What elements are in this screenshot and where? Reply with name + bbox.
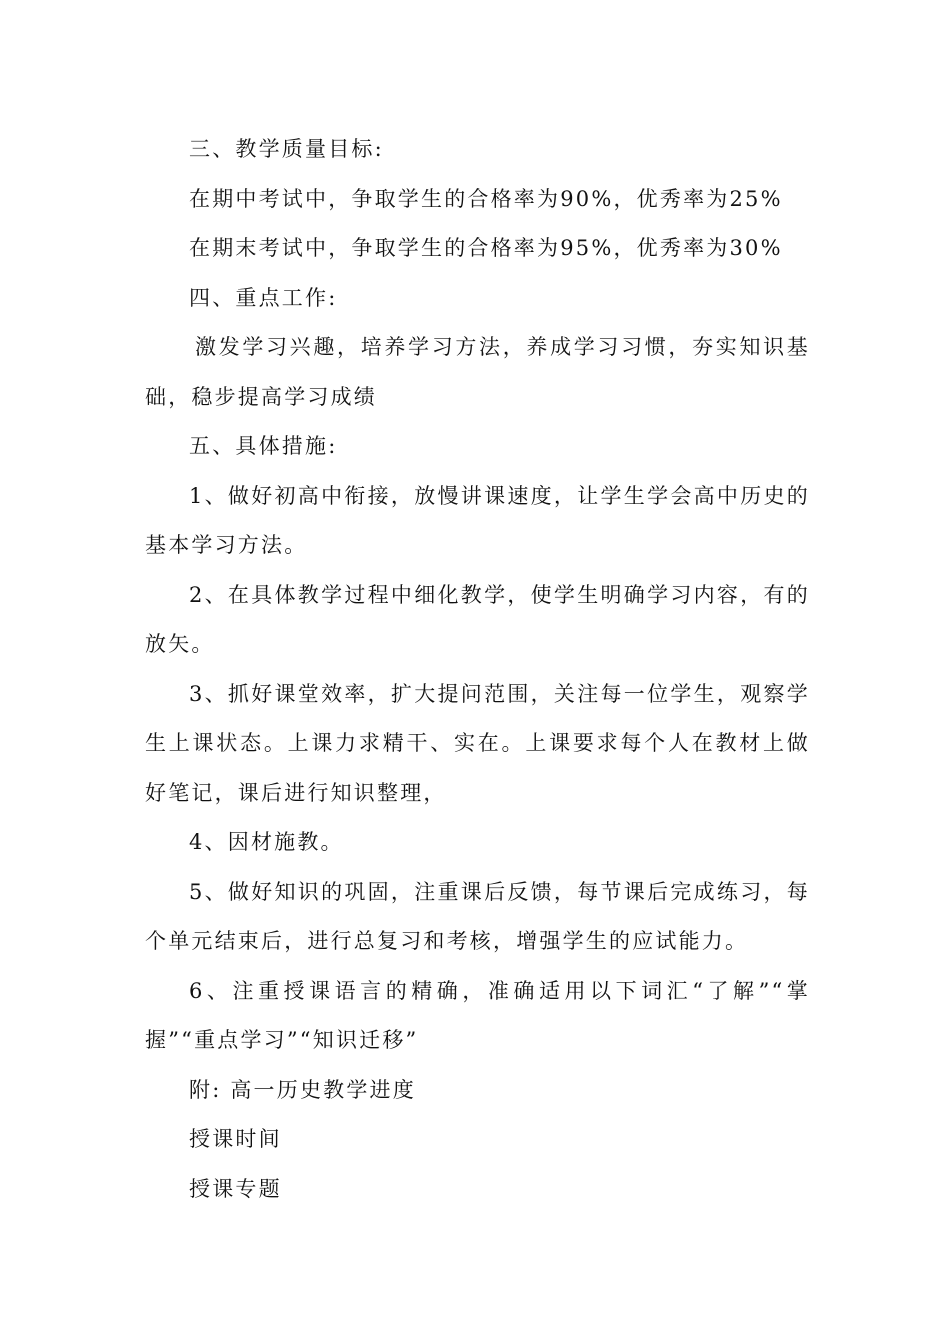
measure-item-2: 2、在具体教学过程中细化教学，使学生明确学习内容，有的放矢。 — [145, 582, 810, 656]
appendix-heading: 附: 高一历史教学进度 — [189, 1077, 416, 1102]
final-goal-text: 在期末考试中，争取学生的合格率为95%，优秀率为30% — [189, 236, 783, 260]
section-heading-measures: 五、具体措施: — [189, 434, 338, 458]
section-heading-quality-goals: 三、教学质量目标: — [189, 137, 384, 161]
measure-item-6: 6、注重授课语言的精确，准确适用以下词汇“了解”“掌握”“重点学习”“知识迁移” — [145, 978, 810, 1052]
section-heading-key-work: 四、重点工作: — [189, 285, 338, 310]
measure-item-3: 3、抓好课堂效率，扩大提问范围，关注每一位学生，观察学生上课状态。上课力求精干、实在。上课要求每个人在教材上做好笔记，课后进行知识整理， — [145, 681, 810, 805]
schedule-label-time: 授课时间 — [189, 1127, 282, 1151]
measure-item-1: 1、做好初高中衔接，放慢讲课速度，让学生学会高中历史的基本学习方法。 — [145, 483, 810, 557]
measure-item-4: 4、因材施教。 — [189, 830, 344, 854]
document-body — [145, 125, 810, 1214]
midterm-goal-text: 在期中考试中，争取学生的合格率为90%，优秀率为25% — [189, 186, 783, 211]
measure-item-5: 5、做好知识的巩固，注重课后反馈，每节课后完成练习，每个单元结束后，进行总复习和考核，增强学生的应试能力。 — [145, 879, 810, 953]
schedule-label-topic: 授课专题 — [189, 1176, 282, 1201]
key-work-text: 激发学习兴趣，培养学习方法，养成学习习惯，夯实知识基础，稳步提高学习成绩 — [145, 335, 810, 409]
